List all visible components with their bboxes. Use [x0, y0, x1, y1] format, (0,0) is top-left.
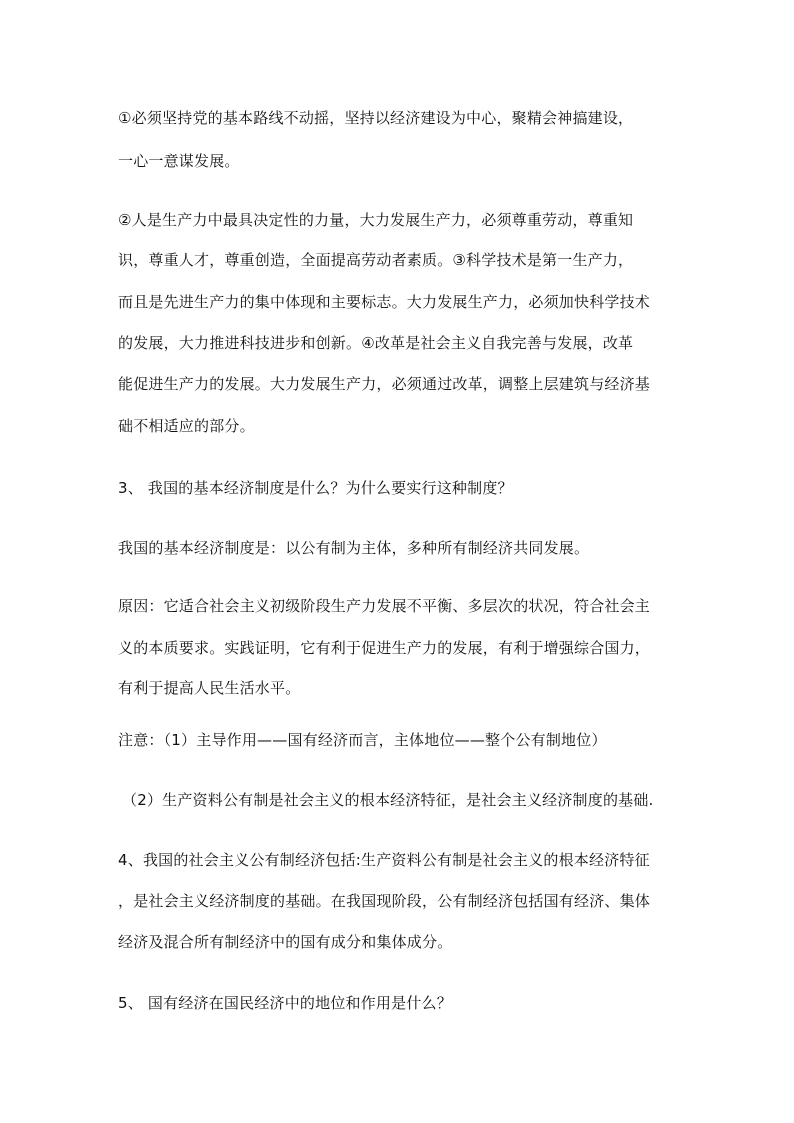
- question-heading: 5、 国有经济在国民经济中的地位和作用是什么？: [118, 994, 452, 1012]
- paragraph-line: 一心一意谋发展。: [118, 152, 240, 170]
- note-line: （2）生产资料公有制是社会主义的根本经济特征，是社会主义经济制度的基础.: [122, 791, 654, 809]
- paragraph-line: ②人是生产力中最具决定性的力量，大力发展生产力，必须尊重劳动，尊重知: [118, 211, 634, 229]
- question-heading: 3、 我国的基本经济制度是什么？为什么要实行这种制度？: [118, 479, 513, 497]
- paragraph-line: 义的本质要求。实践证明，它有利于促进生产力的发展，有利于增强综合国力，: [118, 639, 651, 657]
- note-line: 注意：（1）主导作用——国有经济而言，主体地位——整个公有制地位）: [118, 731, 607, 749]
- paragraph-line: 础不相适应的部分。: [118, 417, 255, 435]
- paragraph-line: 有利于提高人民生活水平。: [118, 679, 301, 697]
- paragraph-line: 经济及混合所有制经济中的国有成分和集体成分。: [118, 933, 453, 951]
- paragraph-line: 识，尊重人才，尊重创造，全面提高劳动者素质。③科学技术是第一生产力，: [118, 251, 634, 269]
- paragraph-line: 的发展，大力推进科技进步和创新。④改革是社会主义自我完善与发展，改革: [118, 334, 634, 352]
- paragraph-line: ①必须坚持党的基本路线不动摇，坚持以经济建设为中心，聚精会神搞建设，: [118, 109, 634, 127]
- paragraph-line: 而且是先进生产力的集中体现和主要标志。大力发展生产力，必须加快科学技术: [118, 293, 651, 311]
- paragraph-line: 原因：它适合社会主义初级阶段生产力发展不平衡、多层次的状况，符合社会主: [118, 597, 651, 615]
- paragraph-line: 我国的基本经济制度是：以公有制为主体，多种所有制经济共同发展。: [118, 539, 590, 557]
- question-heading: 4、我国的社会主义公有制经济包括:生产资料公有制是社会主义的根本经济特征: [118, 851, 650, 869]
- paragraph-line: ，是社会主义经济制度的基础。在我国现阶段，公有制经济包括国有经济、集体: [118, 892, 651, 910]
- paragraph-line: 能促进生产力的发展。大力发展生产力，必须通过改革，调整上层建筑与经济基: [118, 375, 651, 393]
